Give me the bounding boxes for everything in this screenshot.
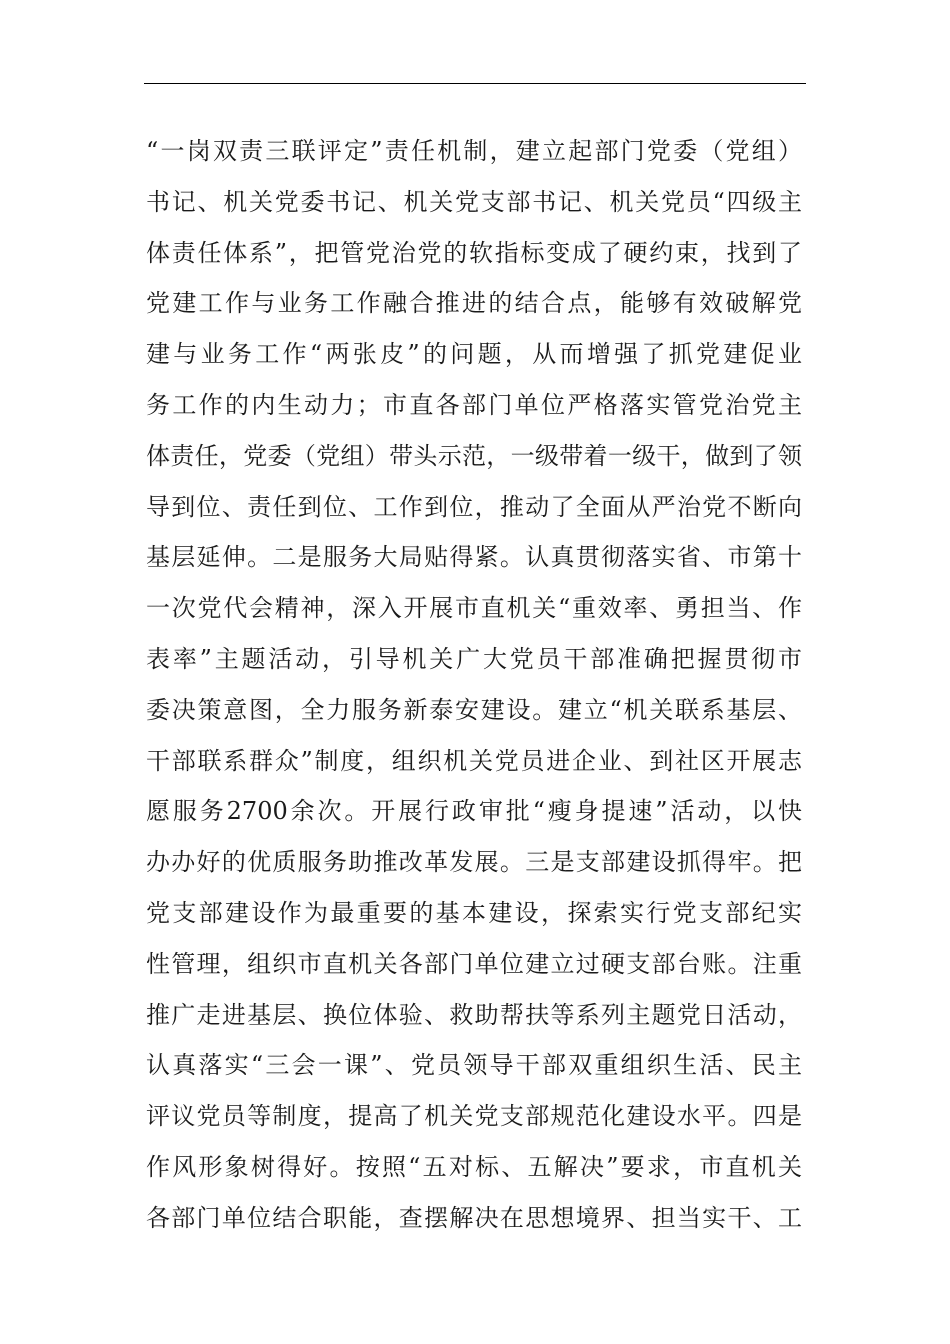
text-line: 愿服务2700余次。开展行政审批“瘦身提速”活动，以快 [146,797,802,826]
text-line: 认真落实“三会一课”、党员领导干部双重组织生活、民主 [146,1051,802,1080]
header-rule [144,83,806,84]
text-line: “一岗双责三联评定”责任机制，建立起部门党委（党组） [146,137,802,165]
text-line: 体责任体系”，把管党治党的软指标变成了硬约束，找到了 [146,238,802,267]
text-line: 办办好的优质服务助推改革发展。三是支部建设抓得牢。把 [146,848,802,877]
text-line: 书记、机关党委书记、机关党支部书记、机关党员“四级主 [146,187,802,216]
text-line: 作风形象树得好。按照“五对标、五解决”要求，市直机关 [146,1152,802,1181]
text-line: 各部门单位结合职能，查摆解决在思想境界、担当实干、工 [146,1203,802,1232]
text-line: 推广走进基层、换位体验、救助帮扶等系列主题党日活动， [146,1000,802,1029]
text-line: 党支部建设作为最重要的基本建设，探索实行党支部纪实 [146,898,802,927]
text-line: 性管理，组织市直机关各部门单位建立过硬支部台账。注重 [146,949,802,978]
text-line: 基层延伸。二是服务大局贴得紧。认真贯彻落实省、市第十 [146,543,802,572]
text-line: 表率”主题活动，引导机关广大党员干部准确把握贯彻市 [146,644,802,673]
text-line: 评议党员等制度，提高了机关党支部规范化建设水平。四是 [146,1102,802,1131]
text-line: 导到位、责任到位、工作到位，推动了全面从严治党不断向 [146,492,802,521]
text-line: 委决策意图，全力服务新泰安建设。建立“机关联系基层、 [146,695,802,724]
text-line: 党建工作与业务工作融合推进的结合点，能够有效破解党 [146,289,802,318]
text-line: 干部联系群众”制度，组织机关党员进企业、到社区开展志 [146,746,802,775]
text-line: 体责任，党委（党组）带头示范，一级带着一级干，做到了领 [146,441,802,470]
text-line: 务工作的内生动力；市直各部门单位严格落实管党治党主 [146,390,802,419]
text-line: 一次党代会精神，深入开展市直机关“重效率、勇担当、作 [146,594,802,623]
text-line: 建与业务工作“两张皮”的问题，从而增强了抓党建促业 [146,340,802,369]
body-text [146,126,802,1244]
